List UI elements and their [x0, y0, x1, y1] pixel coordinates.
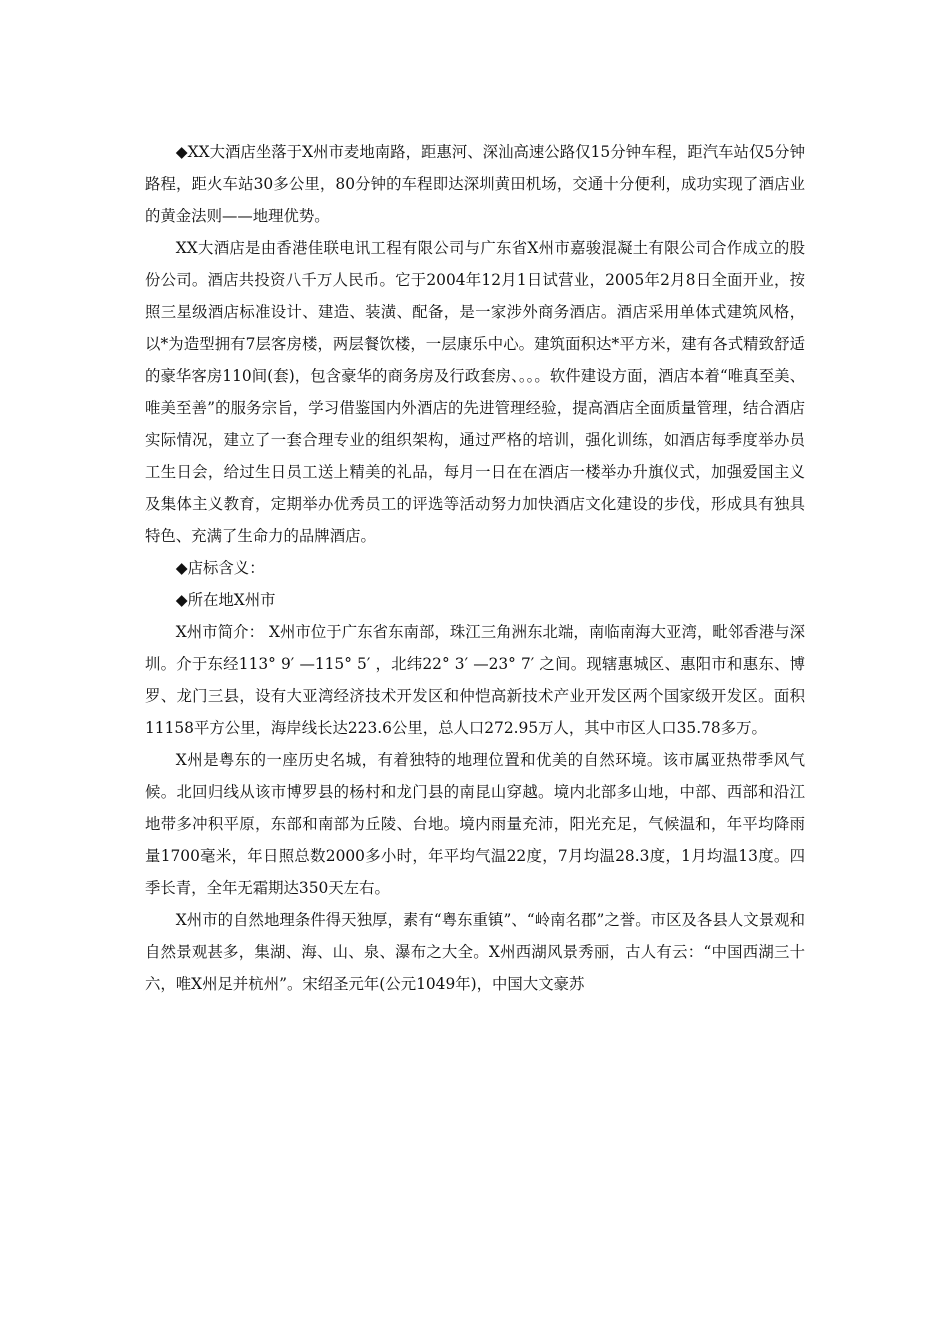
paragraph-city-summary: X州市简介： X州市位于广东省东南部，珠江三角洲东北端，南临南海大亚湾，毗邻香港与深圳。介于东经113° 9′ —115° 5′ ，北纬22° 3′ —23° 7′ 之间。现辖惠城区、惠阳市和惠东、博罗、龙门三县，设有大亚湾经济技术开发区和仲恺高新技术产业开发区两个国家级开发区。面积11158平方公里，海岸线长达223.6公里，总人口272.95万人，其中市区人口35.78多万。 [145, 623, 805, 737]
document-page [145, 136, 805, 1000]
heading-logo-meaning: ◆店标含义： [175, 559, 265, 577]
heading-city-location: ◆所在地X州市 [175, 591, 276, 609]
paragraph-hotel-introduction: XX大酒店是由香港佳联电讯工程有限公司与广东省X州市嘉骏混凝土有限公司合作成立的股份公司。酒店共投资八千万人民币。它于2004年12月1日试营业，2005年2月8日全面开业，按照三星级酒店标准设计、建造、装潢、配备，是一家涉外商务酒店。酒店采用单体式建筑风格，以*为造型拥有7层客房楼，两层餐饮楼，一层康乐中心。建筑面积达*平方米，建有各式精致舒适的豪华客房110间(套)，包含豪华的商务房及行政套房、。。。软件建设方面，酒店本着“唯真至美、唯美至善”的服务宗旨，学习借鉴国内外酒店的先进管理经验，提高酒店全面质量管理，结合酒店实际情况，建立了一套合理专业的组织架构，通过严格的培训，强化训练，如酒店每季度举办员工生日会，给过生日员工送上精美的礼品，每月一日在在酒店一楼举办升旗仪式，加强爱国主义及集体主义教育，定期举办优秀员工的评选等活动努力加快酒店文化建设的步伐，形成具有独具特色、充满了生命力的品牌酒店。 [145, 239, 805, 545]
paragraph-city-scenery: X州市的自然地理条件得天独厚，素有“粤东重镇”、“岭南名郡”之誉。市区及各县人文景观和自然景观甚多，集湖、海、山、泉、瀑布之大全。X州西湖风景秀丽，古人有云：“中国西湖三十六，唯X州足并杭州”。宋绍圣元年(公元1049年)，中国大文豪苏 [145, 911, 805, 993]
paragraph-city-climate: X州是粤东的一座历史名城，有着独特的地理位置和优美的自然环境。该市属亚热带季风气候。北回归线从该市博罗县的杨村和龙门县的南昆山穿越。境内北部多山地，中部、西部和沿江地带多冲积平原，东部和南部为丘陵、台地。境内雨量充沛，阳光充足，气候温和，年平均降雨量1700毫米，年日照总数2000多小时，年平均气温22度，7月均温28.3度，1月均温13度。四季长青，全年无霜期达350天左右。 [145, 751, 805, 897]
paragraph-hotel-location: ◆XX大酒店坐落于X州市麦地南路，距惠河、深汕高速公路仅15分钟车程，距汽车站仅5分钟路程，距火车站30多公里，80分钟的车程即达深圳黄田机场，交通十分便利，成功实现了酒店业的黄金法则——地理优势。 [145, 143, 805, 225]
